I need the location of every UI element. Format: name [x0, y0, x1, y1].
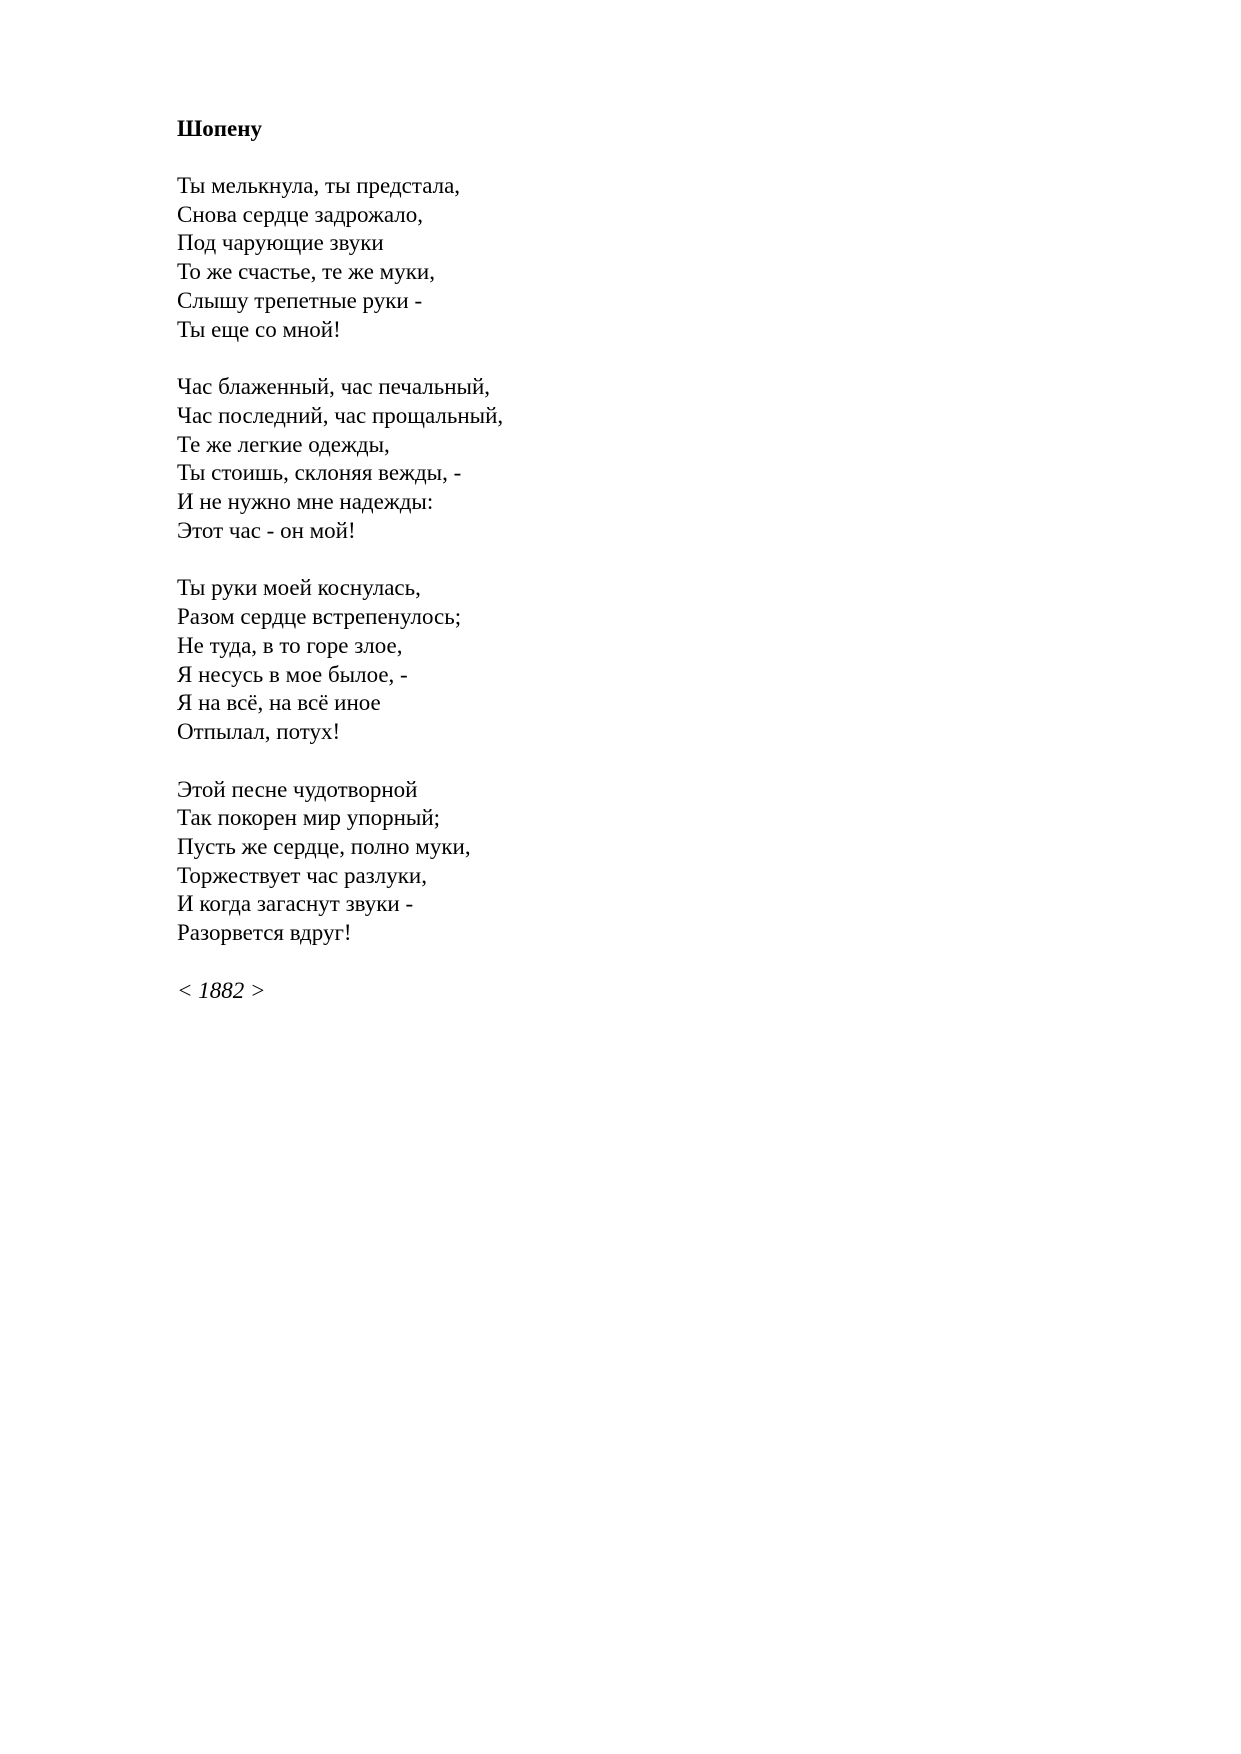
stanza-1 [177, 172, 1077, 344]
poem-line: Я на всё, на всё иное [177, 690, 381, 716]
poem-line: И когда загаснут звуки - [177, 891, 414, 917]
poem-line: Слышу трепетные руки - [177, 287, 423, 313]
poem-line: То же счастье, те же муки, [177, 259, 435, 285]
poem-line: Торжествует час разлуки, [177, 862, 427, 888]
poem-title: Шопену [177, 116, 262, 141]
poem-line: Этот час - он мой! [177, 517, 356, 543]
poem-line: Ты руки моей коснулась, [177, 575, 421, 601]
poem-line: Ты еще со мной! [177, 316, 341, 342]
poem-line: Разорвется вдруг! [177, 920, 352, 946]
poem-line: Ты мелькнула, ты предстала, [177, 173, 461, 198]
poem-line: Так покорен мир упорный; [177, 805, 441, 831]
poem-line: И не нужно мне надежды: [177, 489, 434, 515]
stanza-3 [177, 574, 1077, 746]
document-page [177, 115, 1077, 1005]
poem-line: Отпылал, потух! [177, 718, 341, 744]
stanza-2 [177, 373, 1077, 545]
poem-line: Час последний, час прощальный, [177, 402, 504, 428]
poem-line: Разом сердце встрепенулось; [177, 604, 462, 630]
poem-line: Ты стоишь, склоняя вежды, - [177, 460, 462, 486]
poem-line: Пусть же сердце, полно муки, [177, 834, 471, 860]
poem-line: Этой песне чудотворной [177, 776, 418, 802]
poem-line: Я несусь в мое былое, - [177, 661, 408, 687]
poem-line: Под чарующие звуки [177, 230, 384, 256]
poem-line: Те же легкие одежды, [177, 431, 390, 457]
stanza-4 [177, 776, 1077, 948]
poem-line: Час блаженный, час печальный, [177, 374, 491, 400]
poem-line: Не туда, в то горе злое, [177, 632, 403, 658]
poem-line: Снова сердце задрожало, [177, 201, 423, 227]
poem-date: < 1882 > [177, 977, 266, 1003]
